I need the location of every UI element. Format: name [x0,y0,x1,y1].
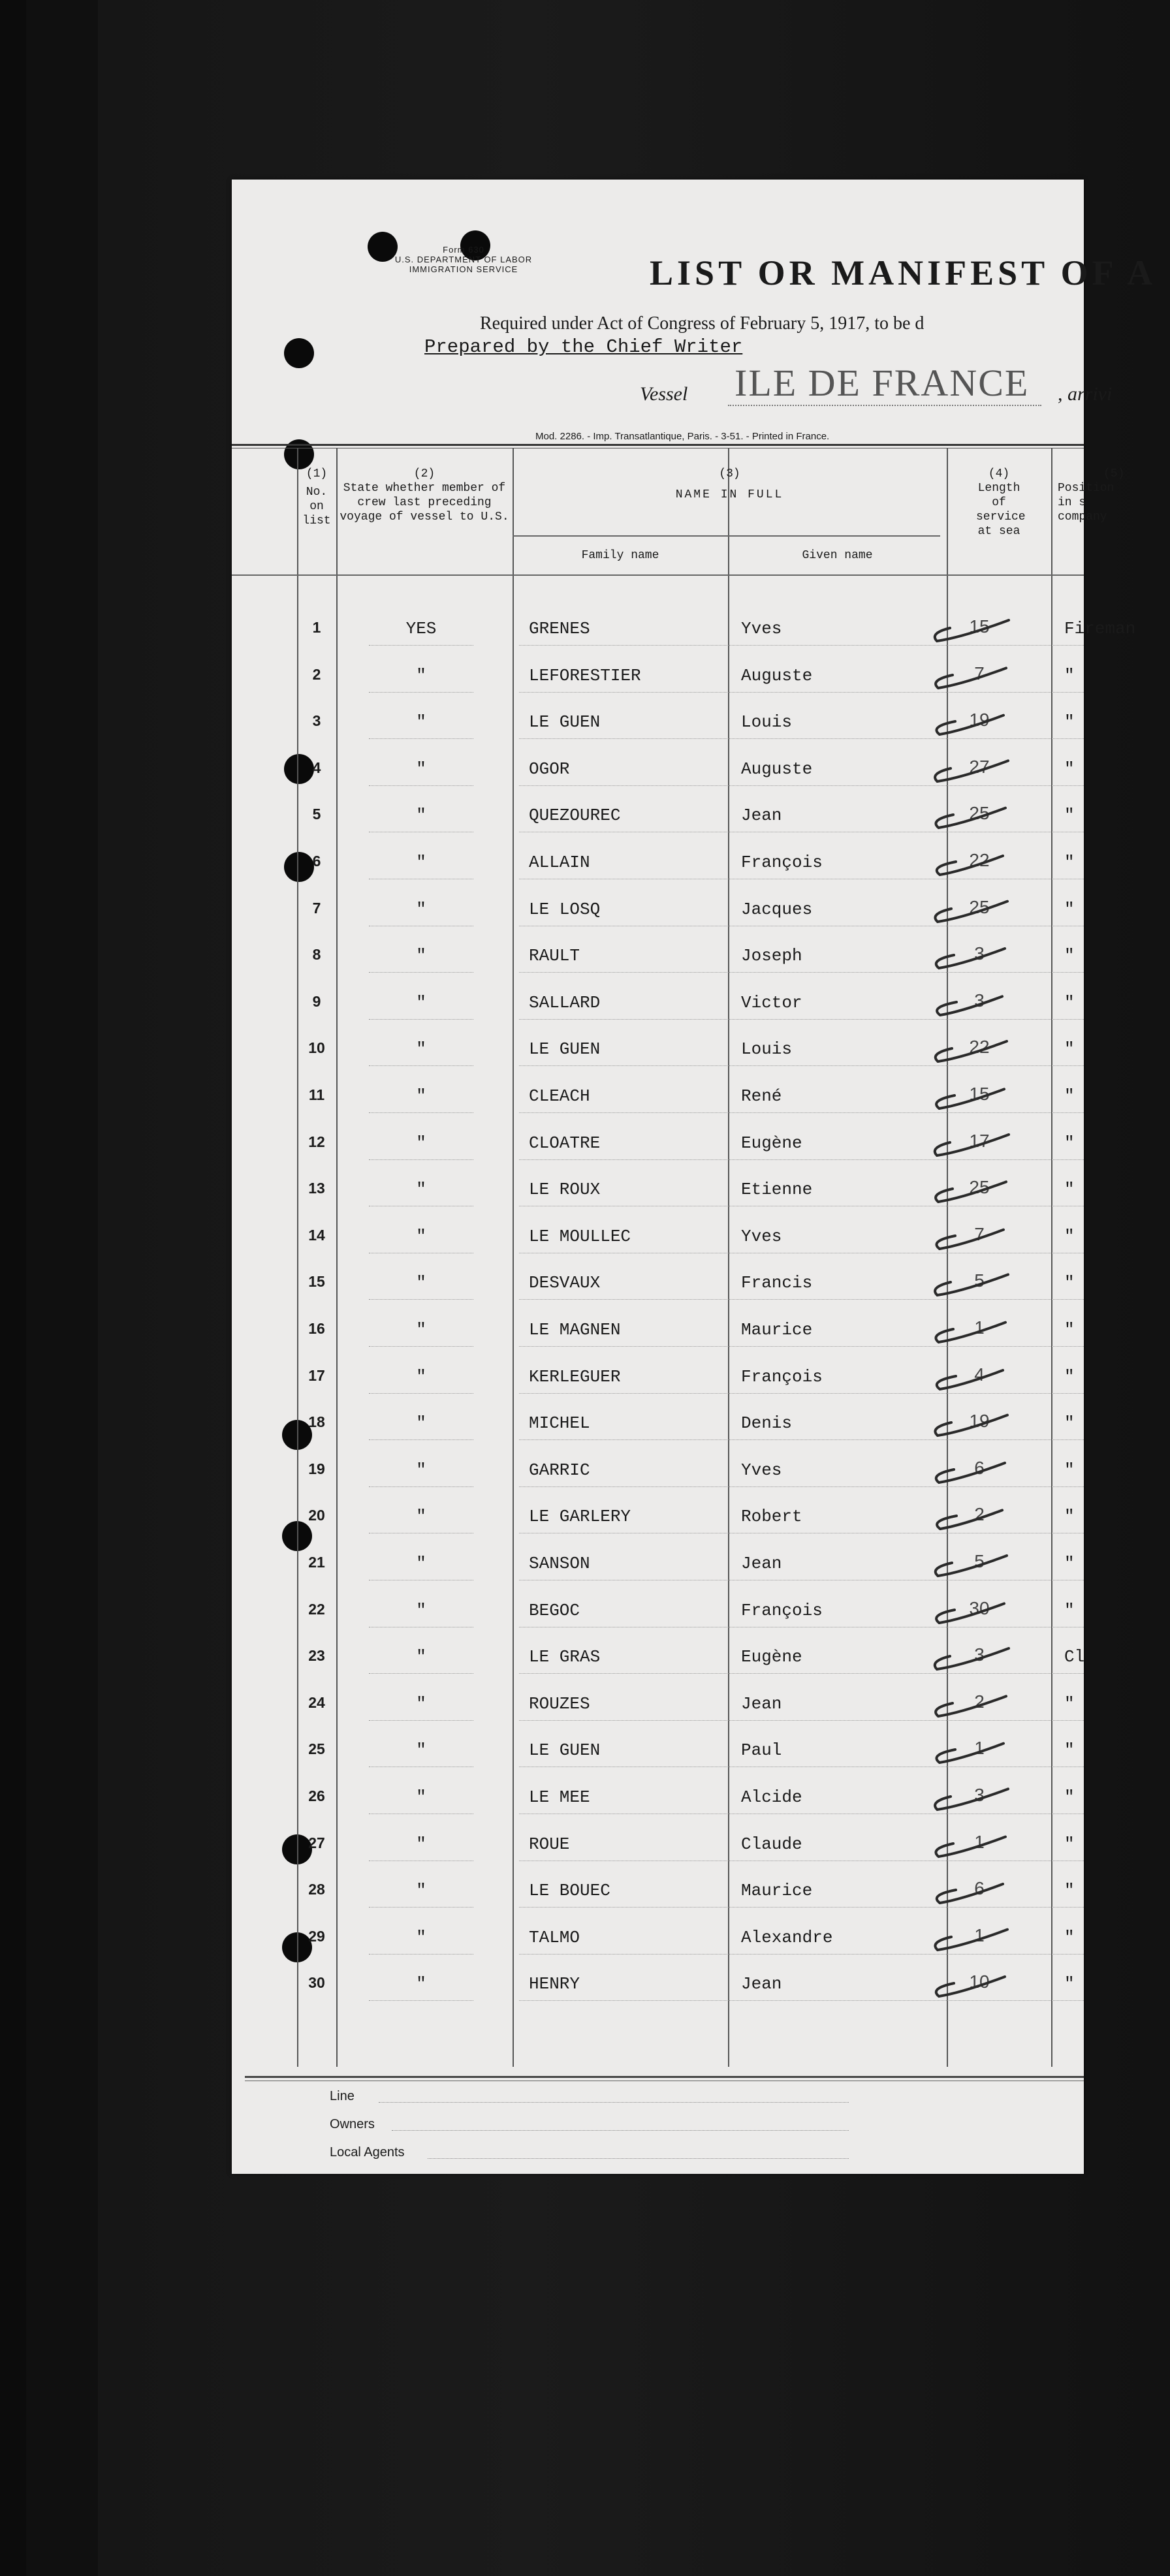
row-rule [369,1159,473,1160]
row-number: 5 [312,806,321,823]
previous-voyage-flag: " [416,759,426,779]
table-row [232,607,1136,653]
row-rule [519,1720,1084,1721]
footer-line-label: Line [330,2089,355,2103]
given-name: François [741,1600,823,1620]
family-name: ROUZES [529,1693,590,1714]
given-name: Denis [741,1413,793,1434]
position: " [1064,1366,1075,1387]
given-name: Louis [741,1039,793,1060]
previous-voyage-flag: " [416,899,426,919]
service-length: 1 [974,1831,985,1852]
previous-voyage-flag: " [416,1600,426,1620]
row-rule [519,1019,1084,1020]
position: " [1064,712,1075,732]
family-name: LE GARLERY [529,1507,631,1527]
family-name: HENRY [529,1974,580,1994]
row-number: 19 [308,1460,325,1477]
col2-header: (2) State whether member of crew last preceding voyage of vessel to U.S. [340,467,509,524]
given-name: Paul [741,1740,782,1761]
table-row [232,1589,1084,1635]
row-number: 30 [308,1974,325,1992]
position: " [1064,1039,1075,1060]
position: " [1064,1554,1075,1573]
previous-voyage-flag: " [416,1787,426,1807]
row-number: 16 [308,1320,325,1337]
given-name: François [741,853,823,872]
legal-requirement: Required under Act of Congress of February 5, 1917, to be d [480,313,925,334]
family-name: LE BOUEC [529,1881,610,1901]
col4-header: (4) Length of service at sea [976,467,1026,538]
previous-voyage-flag: " [416,1554,426,1573]
table-row [232,1776,1084,1822]
service-length: 3 [974,943,985,964]
row-number: 6 [312,853,321,870]
row-number: 11 [308,1086,325,1103]
family-name: ROUE [529,1834,570,1854]
footer-owners-field [392,2130,849,2131]
position: " [1064,992,1075,1013]
family-name: RAULT [529,946,580,966]
previous-voyage-flag: " [416,1927,426,1947]
manifest-page [232,180,1157,2174]
family-name: DESVAUX [529,1273,601,1293]
given-name: Jacques [741,899,813,919]
given-name: Francis [741,1273,813,1293]
row-rule [369,738,473,739]
given-name: Maurice [741,1881,813,1901]
given-name: Jean [741,1693,782,1714]
position: " [1064,665,1075,685]
previous-voyage-flag: " [416,1693,426,1714]
table-row [232,1916,1084,1962]
service-length: 1 [974,1924,985,1945]
service-length: 17 [969,1130,990,1151]
given-name: François [741,1366,823,1387]
family-name: GRENES [529,619,590,638]
service-length: 6 [974,1457,985,1478]
table-row [232,981,1084,1028]
row-rule [519,2000,1084,2001]
position: " [1064,853,1075,872]
row-rule [369,1907,473,1908]
service-length: 2 [974,1504,985,1525]
table-row [232,1028,1084,1074]
row-rule [369,972,473,973]
table-row [232,794,1084,840]
row-number: 3 [312,712,321,730]
position: " [1064,1133,1075,1153]
row-rule [519,1065,1084,1066]
footer-agents-label: Local Agents [330,2145,405,2160]
given-name: Jean [741,1554,782,1573]
position: " [1064,1320,1075,1340]
service-length: 7 [974,1223,985,1244]
service-length: 25 [969,803,990,824]
table-row [232,1635,1084,1682]
given-name: Eugène [741,1647,802,1667]
row-number: 24 [308,1693,325,1711]
row-number: 9 [312,992,321,1010]
row-rule [369,1112,473,1113]
previous-voyage-flag: " [416,1273,426,1293]
service-length: 19 [969,710,990,730]
previous-voyage-flag: " [416,1740,426,1761]
given-name: Jean [741,806,782,826]
vessel-underline [728,405,1041,406]
family-name: GARRIC [529,1460,590,1480]
table-row [232,1542,1084,1588]
row-rule [369,1065,473,1066]
row-number: 20 [308,1507,325,1524]
family-name: SALLARD [529,992,601,1013]
family-name: MICHEL [529,1413,590,1434]
row-number: 1 [312,619,321,636]
table-row [232,1962,1084,2009]
punch-hole [284,338,314,368]
position: " [1064,1600,1075,1620]
family-name: LE GUEN [529,1039,601,1060]
row-rule [519,1907,1084,1908]
position: Fireman [1064,619,1136,638]
table-row [232,700,1084,747]
table-row [232,888,1084,934]
row-rule [519,972,1084,973]
arriving-label: , arrivi [1058,383,1113,405]
family-name: LE ROUX [529,1180,601,1200]
row-rule [519,1439,1084,1440]
row-number: 29 [308,1927,325,1945]
row-rule [519,738,1084,739]
row-rule [519,785,1084,786]
vessel-name: ILE DE FRANCE [735,362,1030,404]
footer-line-field [379,2102,849,2103]
service-name: IMMIGRATION SERVICE [409,264,518,274]
family-name: BEGOC [529,1600,580,1620]
form-number: Form 630 [443,245,484,255]
previous-voyage-flag: YES [405,619,437,638]
previous-voyage-flag: " [416,1881,426,1901]
prepared-by: Prepared by the Chief Writer [424,336,743,358]
row-rule [519,1299,1084,1300]
previous-voyage-flag: " [416,1460,426,1480]
service-length: 3 [974,1785,985,1805]
previous-voyage-flag: " [416,712,426,732]
given-name: Yves [741,619,782,638]
family-name: LE MOULLEC [529,1226,631,1246]
department-name: U.S. DEPARTMENT OF LABOR [394,255,533,264]
footer-rule [245,2076,1084,2078]
position: " [1064,1180,1075,1200]
row-rule [369,692,473,693]
table-row [232,1215,1084,1261]
footer-owners-label: Owners [330,2117,375,2131]
row-rule [369,1439,473,1440]
family-name: QUEZOUREC [529,806,621,826]
service-length: 6 [974,1878,985,1899]
service-length: 30 [969,1597,990,1618]
table-row [232,654,1084,700]
row-number: 4 [312,759,321,776]
family-name: LE GUEN [529,1740,601,1761]
row-rule [519,1486,1084,1487]
position: " [1064,1273,1075,1293]
table-row [232,1682,1084,1729]
position: " [1064,1927,1075,1947]
family-name-header: Family name [581,549,659,562]
service-length: 7 [974,663,985,683]
service-length: 5 [974,1270,985,1291]
row-number: 25 [308,1740,325,1758]
service-length: 15 [969,1084,990,1104]
row-number: 2 [312,665,321,683]
previous-voyage-flag: " [416,1039,426,1060]
position: Cl [1064,1647,1085,1667]
row-number: 26 [308,1787,325,1804]
previous-voyage-flag: " [416,1507,426,1527]
given-name: Maurice [741,1320,813,1340]
table-row [232,1402,1084,1448]
table-row [232,1495,1084,1541]
row-rule [519,1393,1084,1394]
previous-voyage-flag: " [416,1834,426,1854]
table-row [232,1075,1084,1121]
row-number: 28 [308,1881,325,1898]
given-name: Auguste [741,759,813,779]
position: " [1064,1460,1075,1480]
row-rule [519,1112,1084,1113]
row-rule [519,1159,1084,1160]
position: " [1064,1740,1075,1761]
row-number: 8 [312,946,321,964]
given-name: Etienne [741,1180,813,1200]
service-length: 22 [969,1037,990,1058]
table-row [232,1869,1084,1915]
given-name: Yves [741,1460,782,1480]
table-top-rule [232,444,1084,446]
service-length: 19 [969,1411,990,1432]
family-name: CLOATRE [529,1133,601,1153]
col5-header: (5) Position in s company [1058,467,1125,524]
given-name: Alexandre [741,1927,833,1947]
row-rule [519,1346,1084,1347]
given-name: Louis [741,712,793,732]
position: " [1064,899,1075,919]
row-rule [369,645,473,646]
document-title: LIST OR MANIFEST OF A [650,253,1157,292]
previous-voyage-flag: " [416,1320,426,1340]
table-row [232,1823,1084,1869]
given-name: Yves [741,1226,782,1246]
service-length: 3 [974,1644,985,1665]
given-name: Eugène [741,1133,802,1153]
row-number: 10 [308,1039,325,1057]
family-name: CLEACH [529,1086,590,1106]
service-length: 5 [974,1551,985,1571]
position: " [1064,946,1075,966]
name-header-divider [513,535,940,537]
service-length: 10 [969,1971,990,1992]
family-name: LEFORESTIER [529,665,641,685]
service-length: 1 [974,1738,985,1759]
previous-voyage-flag: " [416,1413,426,1434]
previous-voyage-flag: " [416,1974,426,1994]
row-rule [369,1486,473,1487]
previous-voyage-flag: " [416,665,426,685]
family-name: LE MAGNEN [529,1320,621,1340]
family-name: LE MEE [529,1787,590,1807]
row-rule [519,692,1084,693]
row-number: 21 [308,1554,325,1571]
previous-voyage-flag: " [416,1647,426,1667]
table-row [232,747,1084,794]
family-name: LE GUEN [529,712,601,732]
row-rule [369,2000,473,2001]
col1-header: (1) No. on list [302,467,331,527]
service-length: 22 [969,850,990,870]
row-rule [369,1954,473,1955]
row-number: 17 [308,1366,325,1384]
position: " [1064,1834,1075,1854]
row-rule [369,1673,473,1674]
position: " [1064,1086,1075,1106]
given-name: Auguste [741,665,813,685]
col3-header: (3) NAME IN FULL [675,467,784,501]
position: " [1064,1787,1075,1807]
position: " [1064,806,1075,826]
position: " [1064,759,1075,779]
family-name: TALMO [529,1927,580,1947]
previous-voyage-flag: " [416,992,426,1013]
table-row [232,934,1084,981]
table-row [232,1122,1084,1168]
table-row [232,1449,1084,1495]
family-name: SANSON [529,1554,590,1573]
row-rule [369,1720,473,1721]
given-name: Alcide [741,1787,802,1807]
printer-line: Mod. 2286. - Imp. Transatlantique, Paris. - 3-51. - Printed in France. [535,431,830,442]
position: " [1064,1974,1075,1994]
table-row [232,1168,1084,1214]
previous-voyage-flag: " [416,853,426,872]
given-name: René [741,1086,782,1106]
family-name: OGOR [529,759,570,779]
previous-voyage-flag: " [416,1086,426,1106]
table-row [232,1261,1084,1308]
service-length: 25 [969,896,990,917]
service-length: 1 [974,1317,985,1338]
given-name: Joseph [741,946,802,966]
position: " [1064,1413,1075,1434]
position: " [1064,1226,1075,1246]
previous-voyage-flag: " [416,1366,426,1387]
row-rule [519,1673,1084,1674]
service-length: 25 [969,1177,990,1198]
given-name: Jean [741,1974,782,1994]
position: " [1064,1507,1075,1527]
service-length: 4 [974,1364,985,1385]
row-number: 15 [308,1273,325,1291]
row-rule [369,1019,473,1020]
service-length: 2 [974,1691,985,1712]
row-rule [369,1346,473,1347]
table-row [232,841,1084,887]
row-rule [369,1393,473,1394]
row-rule [519,645,1084,646]
row-rule [369,1299,473,1300]
given-name: Victor [741,992,802,1013]
row-number: 7 [312,899,321,917]
vessel-label: Vessel [640,383,688,405]
header-bottom-rule [232,574,1084,576]
row-number: 14 [308,1226,325,1244]
service-length: 3 [974,990,985,1011]
family-name: LE LOSQ [529,899,601,919]
row-number: 13 [308,1180,325,1197]
previous-voyage-flag: " [416,1226,426,1246]
previous-voyage-flag: " [416,806,426,826]
position: " [1064,1881,1075,1901]
position: " [1064,1693,1075,1714]
row-rule [369,785,473,786]
row-rule [519,1954,1084,1955]
previous-voyage-flag: " [416,946,426,966]
table-row [232,1308,1084,1355]
previous-voyage-flag: " [416,1180,426,1200]
family-name: KERLEGUER [529,1366,621,1387]
row-number: 12 [308,1133,325,1150]
row-number: 22 [308,1600,325,1618]
given-name: Claude [741,1834,802,1854]
row-number: 27 [308,1834,325,1851]
row-number: 18 [308,1413,325,1431]
given-name: Robert [741,1507,802,1527]
table-row [232,1355,1084,1402]
family-name: LE GRAS [529,1647,601,1667]
row-number: 23 [308,1647,325,1665]
service-length: 27 [969,756,990,777]
family-name: ALLAIN [529,853,590,872]
service-length: 15 [969,616,990,636]
previous-voyage-flag: " [416,1133,426,1153]
given-name-header: Given name [802,549,873,562]
table-row [232,1729,1084,1775]
footer-agents-field [428,2158,849,2159]
form-identifier [372,245,555,274]
